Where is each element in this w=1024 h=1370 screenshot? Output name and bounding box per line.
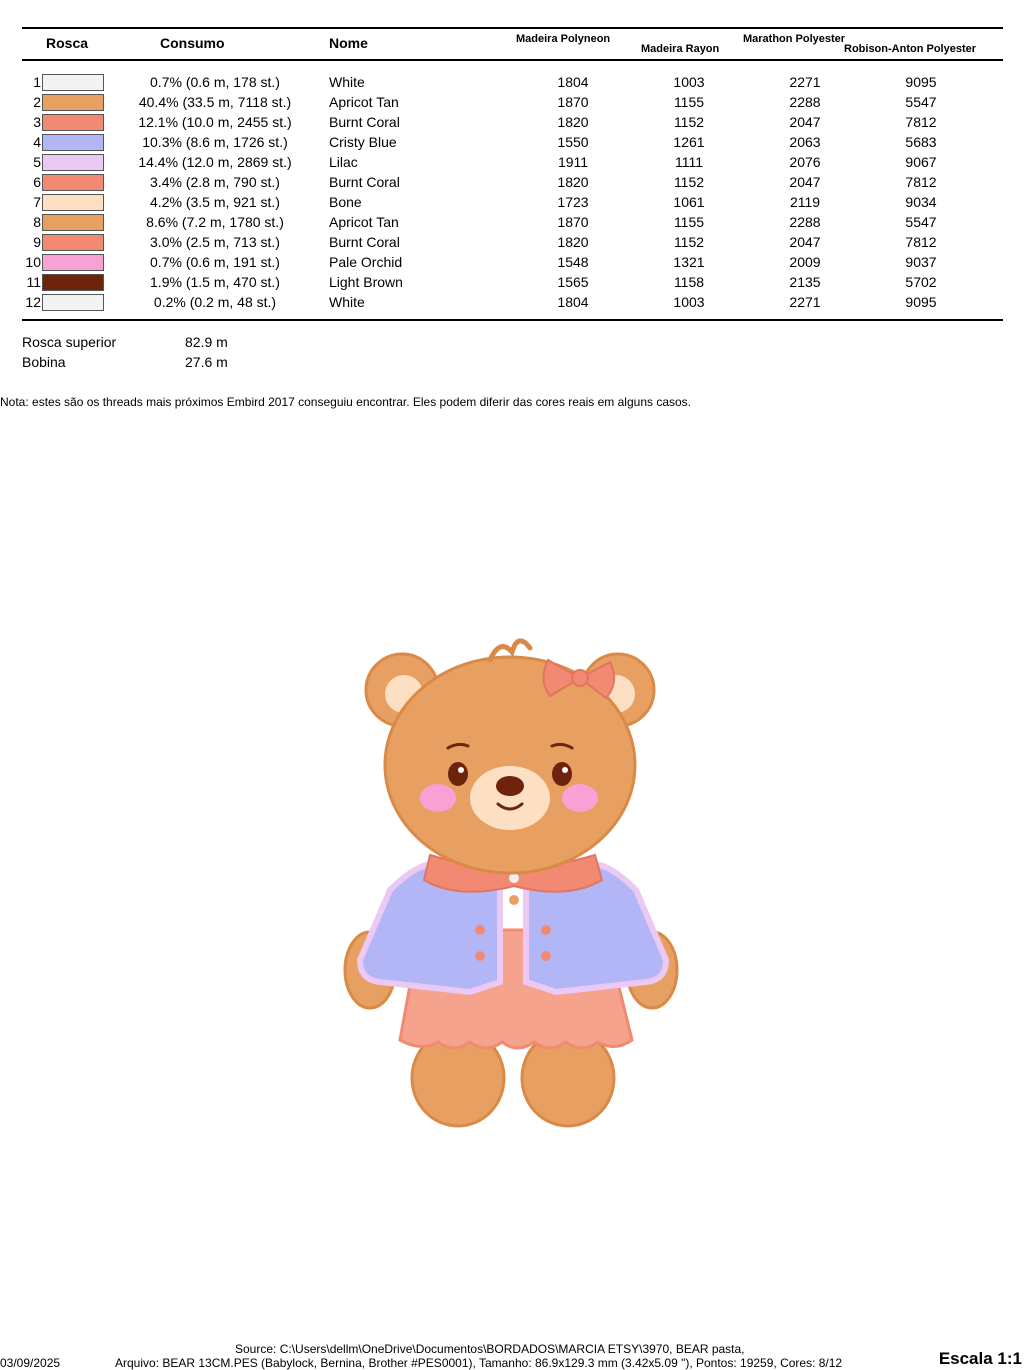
header-marathon-polyester: Marathon Polyester (743, 33, 846, 45)
madeira-rayon-cell: 1152 (673, 114, 705, 130)
scale-label: Escala 1:1 (938, 1349, 1022, 1368)
marathon-polyester-cell: 2271 (789, 294, 821, 310)
table-row (0, 252, 1024, 272)
thread-number: 1 (33, 74, 41, 90)
rosca-superior-label: Rosca superior (22, 334, 117, 350)
thread-name-cell: Apricot Tan (329, 214, 399, 230)
madeira-rayon-cell: 1261 (673, 134, 705, 150)
header-madeira-polyneon: Madeira Polyneon (516, 33, 611, 45)
bobina-label: Bobina (22, 354, 66, 370)
muzzle (470, 766, 550, 830)
madeira-rayon-cell: 1111 (674, 154, 704, 170)
madeira-rayon-cell: 1155 (673, 214, 705, 230)
color-swatch (42, 194, 104, 211)
marathon-polyester-cell: 2135 (789, 274, 821, 290)
header-madeira-rayon: Madeira Rayon (641, 43, 720, 55)
table-header-rule (22, 59, 1003, 61)
madeira-rayon-cell: 1155 (673, 94, 705, 110)
thread-number: 7 (33, 194, 41, 210)
header-consumo: Consumo (160, 35, 225, 51)
color-swatch (42, 74, 104, 91)
button-3 (475, 925, 485, 935)
robison-anton-cell: 7812 (905, 174, 937, 190)
madeira-polyneon-cell: 1911 (557, 154, 589, 170)
consumption-cell: 8.6% (7.2 m, 1780 st.) (146, 214, 284, 230)
consumption-cell: 10.3% (8.6 m, 1726 st.) (142, 134, 288, 150)
consumption-cell: 1.9% (1.5 m, 470 st.) (150, 274, 280, 290)
robison-anton-cell: 5547 (905, 214, 937, 230)
madeira-rayon-cell: 1061 (673, 194, 705, 210)
color-swatch (42, 254, 104, 271)
madeira-polyneon-cell: 1820 (557, 174, 589, 190)
bow-knot (572, 670, 588, 686)
right-eye (552, 762, 572, 786)
marathon-polyester-cell: 2047 (789, 234, 821, 250)
consumption-cell: 3.0% (2.5 m, 713 st.) (150, 234, 280, 250)
thread-name-cell: White (329, 74, 365, 90)
marathon-polyester-cell: 2063 (789, 134, 821, 150)
button-5 (475, 951, 485, 961)
button-2 (509, 895, 519, 905)
color-swatch (42, 174, 104, 191)
left-eye-highlight (458, 767, 464, 773)
madeira-polyneon-cell: 1548 (557, 254, 589, 270)
madeira-polyneon-cell: 1804 (557, 74, 589, 90)
consumption-cell: 0.7% (0.6 m, 191 st.) (150, 254, 280, 270)
thread-number: 6 (33, 174, 41, 190)
thread-name-cell: Burnt Coral (329, 234, 400, 250)
table-row (0, 232, 1024, 252)
color-swatch (42, 154, 104, 171)
marathon-polyester-cell: 2288 (789, 94, 821, 110)
color-swatch (42, 274, 104, 291)
thread-name-cell: Burnt Coral (329, 174, 400, 190)
robison-anton-cell: 9034 (905, 194, 937, 210)
thread-number: 5 (33, 154, 41, 170)
marathon-polyester-cell: 2009 (789, 254, 821, 270)
thread-number: 8 (33, 214, 41, 230)
madeira-rayon-cell: 1003 (673, 294, 705, 310)
thread-number: 12 (25, 294, 41, 310)
table-row (0, 292, 1024, 312)
table-row (0, 152, 1024, 172)
thread-name-cell: Cristy Blue (329, 134, 397, 150)
right-cheek (562, 784, 598, 812)
table-row (0, 132, 1024, 152)
marathon-polyester-cell: 2047 (789, 174, 821, 190)
button-1 (509, 873, 519, 883)
marathon-polyester-cell: 2119 (789, 194, 821, 210)
madeira-polyneon-cell: 1804 (557, 294, 589, 310)
marathon-polyester-cell: 2047 (789, 114, 821, 130)
consumption-cell: 4.2% (3.5 m, 921 st.) (150, 194, 280, 210)
robison-anton-cell: 5547 (905, 94, 937, 110)
thread-name-cell: Apricot Tan (329, 94, 399, 110)
madeira-polyneon-cell: 1565 (557, 274, 589, 290)
madeira-polyneon-cell: 1820 (557, 114, 589, 130)
madeira-polyneon-cell: 1550 (557, 134, 589, 150)
color-swatch (42, 214, 104, 231)
thread-number: 9 (33, 234, 41, 250)
marathon-polyester-cell: 2271 (789, 74, 821, 90)
thread-name-cell: Bone (329, 194, 362, 210)
marathon-polyester-cell: 2076 (789, 154, 821, 170)
embroidery-design-preview (340, 630, 685, 1130)
robison-anton-cell: 9067 (905, 154, 937, 170)
madeira-rayon-cell: 1152 (673, 174, 705, 190)
robison-anton-cell: 7812 (905, 114, 937, 130)
thread-note: Nota: estes são os threads mais próximos Embird 2017 conseguiu encontrar. Eles podem diferir das cores reais em alguns casos. (0, 395, 692, 409)
footer-file-info: Arquivo: BEAR 13CM.PES (Babylock, Bernina, Brother #PES0001), Tamanho: 86.9x129.3 mm (3.42x5.09 "), Pontos: 19259, Cores: 8/12 (115, 1356, 843, 1370)
table-row (0, 72, 1024, 92)
left-eye (448, 762, 468, 786)
table-row (0, 192, 1024, 212)
color-swatch (42, 234, 104, 251)
madeira-polyneon-cell: 1870 (557, 94, 589, 110)
left-cheek (420, 784, 456, 812)
madeira-polyneon-cell: 1870 (557, 214, 589, 230)
consumption-cell: 40.4% (33.5 m, 7118 st.) (138, 94, 292, 110)
header-nome: Nome (329, 35, 368, 51)
color-swatch (42, 114, 104, 131)
table-top-rule (22, 27, 1003, 29)
thread-number: 10 (25, 254, 41, 270)
table-row (0, 92, 1024, 112)
thread-number: 2 (33, 94, 41, 110)
thread-name-cell: Pale Orchid (329, 254, 403, 270)
footer-date: 03/09/2025 (0, 1356, 61, 1370)
color-swatch (42, 134, 104, 151)
madeira-rayon-cell: 1003 (673, 74, 705, 90)
right-eye-highlight (562, 767, 568, 773)
table-row (0, 272, 1024, 292)
button-6 (541, 951, 551, 961)
nose (496, 776, 524, 796)
table-row (0, 212, 1024, 232)
robison-anton-cell: 7812 (905, 234, 937, 250)
thread-name-cell: Light Brown (329, 274, 403, 290)
header-rosca: Rosca (46, 35, 89, 51)
consumption-cell: 14.4% (12.0 m, 2869 st.) (138, 154, 292, 170)
thread-number: 4 (33, 134, 41, 150)
thread-name-cell: Lilac (329, 154, 358, 170)
robison-anton-cell: 9037 (905, 254, 937, 270)
table-row (0, 112, 1024, 132)
madeira-polyneon-cell: 1723 (557, 194, 589, 210)
table-row (0, 172, 1024, 192)
madeira-polyneon-cell: 1820 (557, 234, 589, 250)
thread-name-cell: White (329, 294, 365, 310)
consumption-cell: 0.7% (0.6 m, 178 st.) (150, 74, 280, 90)
rosca-superior-value: 82.9 m (185, 334, 228, 350)
bobina-value: 27.6 m (185, 354, 228, 370)
robison-anton-cell: 9095 (905, 294, 937, 310)
thread-number: 3 (33, 114, 41, 130)
robison-anton-cell: 9095 (905, 74, 937, 90)
thread-name-cell: Burnt Coral (329, 114, 400, 130)
madeira-rayon-cell: 1158 (673, 274, 705, 290)
thread-number: 11 (26, 274, 41, 290)
marathon-polyester-cell: 2288 (789, 214, 821, 230)
color-swatch (42, 94, 104, 111)
robison-anton-cell: 5702 (905, 274, 937, 290)
robison-anton-cell: 5683 (905, 134, 937, 150)
madeira-rayon-cell: 1152 (673, 234, 705, 250)
button-4 (541, 925, 551, 935)
color-swatch (42, 294, 104, 311)
madeira-rayon-cell: 1321 (673, 254, 705, 270)
header-robison-anton-polyester: Robison-Anton Polyester (844, 43, 977, 55)
table-bottom-rule (22, 319, 1003, 321)
consumption-cell: 12.1% (10.0 m, 2455 st.) (138, 114, 292, 130)
footer-source: Source: C:\Users\dellm\OneDrive\Documentos\BORDADOS\MARCIA ETSY\3970, BEAR pasta, (235, 1342, 745, 1356)
consumption-cell: 0.2% (0.2 m, 48 st.) (153, 294, 277, 310)
consumption-cell: 3.4% (2.8 m, 790 st.) (150, 174, 280, 190)
